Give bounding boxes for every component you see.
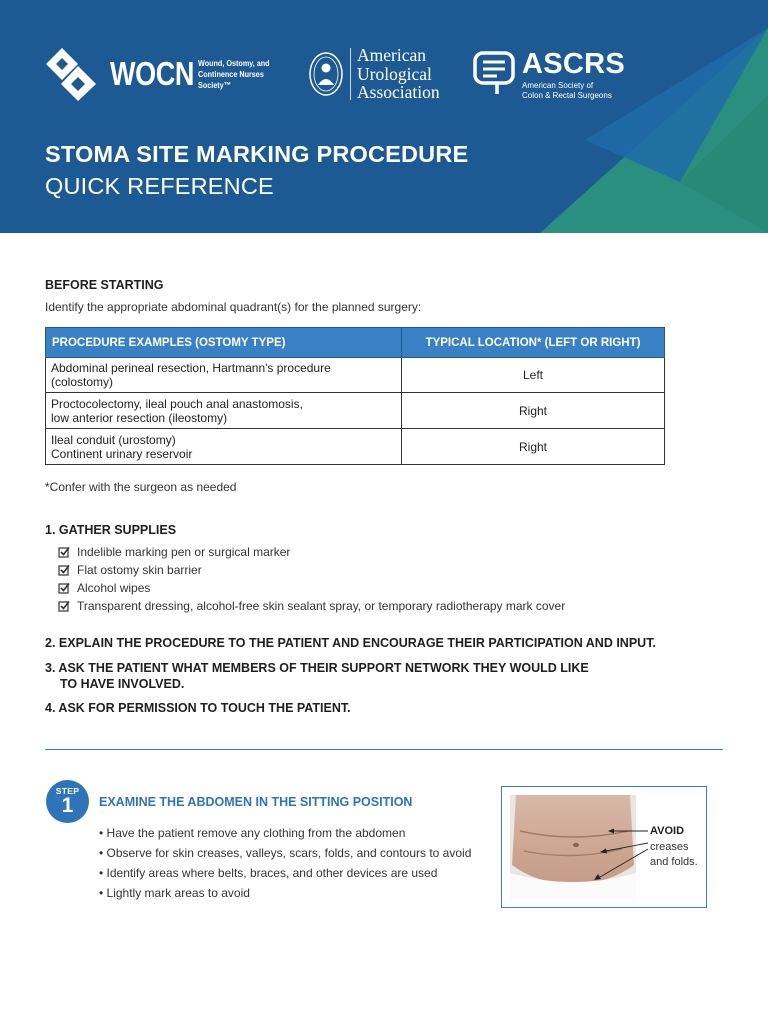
abdomen-figure (501, 786, 707, 908)
step-3-line2: TO HAVE INVOLVED. (60, 677, 185, 691)
supply-label: Transparent dressing, alcohol-free skin sealant spray, or temporary radiotherapy mark cover (77, 599, 566, 613)
ascrs-colon-icon (472, 49, 518, 97)
table-cell-location: Left (402, 358, 665, 393)
wocn-logo (44, 46, 308, 102)
supplies-checklist (58, 543, 565, 615)
aua-line3: Association (357, 82, 440, 102)
list-item: • Identify areas where belts, braces, and other devices are used (99, 866, 438, 880)
list-item: • Have the patient remove any clothing from the abdomen (99, 826, 406, 840)
procedure-line: Ileal conduit (urostomy) (51, 432, 176, 447)
table-row (46, 358, 665, 393)
aua-seal-icon (308, 49, 344, 99)
wocn-name: WOCN (110, 55, 195, 92)
figure-note-line2: and folds. (650, 856, 698, 868)
table-cell-procedure (46, 358, 402, 393)
table-cell-location: Right (402, 429, 665, 465)
step-3-line1: 3. ASK THE PATIENT WHAT MEMBERS OF THEIR SUPPORT NETWORK THEY WOULD LIKE (45, 661, 589, 675)
step-3-text (45, 660, 589, 692)
ascrs-logo (472, 49, 625, 101)
before-starting-intro: Identify the appropriate abdominal quadrant(s) for the planned surgery: (45, 300, 422, 314)
figure-note (650, 840, 698, 870)
step-1-title: EXAMINE THE ABDOMEN IN THE SITTING POSITION (99, 795, 413, 809)
table-cell-procedure (46, 429, 402, 465)
table-header-row (46, 328, 665, 358)
ascrs-subtitle-line1: American Society of (522, 81, 594, 90)
procedure-line: Proctocolectomy, ileal pouch anal anastomosis, (51, 396, 303, 411)
table-row (46, 393, 665, 429)
checkbox-checked-icon (58, 582, 70, 594)
section-divider (45, 749, 723, 750)
ascrs-subtitle (522, 81, 625, 101)
figure-note-line1: creases (650, 841, 689, 853)
page-title: STOMA SITE MARKING PROCEDURE (45, 141, 469, 167)
checkbox-checked-icon (58, 546, 70, 558)
table-cell-procedure (46, 393, 402, 429)
wocn-subtitle-line1: Wound, Ostomy, and (198, 57, 271, 68)
procedure-line: Continent urinary reservoir (51, 446, 193, 461)
supply-label: Indelible marking pen or surgical marker (77, 545, 291, 559)
step-badge (46, 780, 89, 823)
aua-line1: American (357, 45, 426, 65)
step-1-bullets (99, 823, 471, 903)
aua-divider (350, 48, 351, 100)
step-4-text: 4. ASK FOR PERMISSION TO TOUCH THE PATIENT. (45, 701, 351, 715)
aua-name (357, 46, 440, 102)
checkbox-checked-icon (58, 600, 70, 612)
wocn-diamond-icon (44, 46, 104, 102)
list-item (58, 597, 565, 615)
step-badge-label: STEP (55, 786, 80, 796)
table-row (46, 429, 665, 465)
header-banner (0, 0, 768, 233)
step-badge-number: 1 (61, 794, 74, 817)
procedure-line: low anterior resection (ileostomy) (51, 410, 228, 425)
list-item (58, 579, 565, 597)
checkbox-checked-icon (58, 564, 70, 576)
table-header-location: TYPICAL LOCATION* (LEFT OR RIGHT) (402, 328, 665, 358)
wocn-subtitle (198, 58, 292, 91)
ascrs-subtitle-line2: Colon & Rectal Surgeons (522, 91, 612, 100)
list-item (58, 543, 565, 561)
table-cell-location: Right (402, 393, 665, 429)
list-item: • Lightly mark areas to avoid (99, 886, 250, 900)
procedure-line: Abdominal perineal resection, Hartmann's procedure (colostomy) (51, 361, 331, 389)
page-subtitle: QUICK REFERENCE (45, 173, 274, 199)
ascrs-name: ASCRS (522, 48, 626, 80)
figure-avoid-label: AVOID (650, 825, 685, 837)
gather-supplies-heading: 1. GATHER SUPPLIES (45, 523, 177, 537)
table-footnote: *Confer with the surgeon as needed (45, 480, 237, 494)
wocn-subtitle-line2: Continence Nurses Society™ (198, 68, 265, 90)
aua-line2: Urological (357, 63, 432, 84)
list-item: • Observe for skin creases, valleys, scars, folds, and contours to avoid (99, 846, 472, 860)
supply-label: Alcohol wipes (77, 581, 151, 595)
supply-label: Flat ostomy skin barrier (77, 563, 202, 577)
before-starting-heading: BEFORE STARTING (45, 278, 164, 292)
step-2-text: 2. EXPLAIN THE PROCEDURE TO THE PATIENT AND ENCOURAGE THEIR PARTICIPATION AND INPUT. (45, 636, 656, 650)
procedure-table (45, 327, 665, 465)
list-item (58, 561, 565, 579)
table-header-procedure: PROCEDURE EXAMPLES (OSTOMY TYPE) (46, 328, 402, 358)
aua-logo (308, 46, 440, 102)
